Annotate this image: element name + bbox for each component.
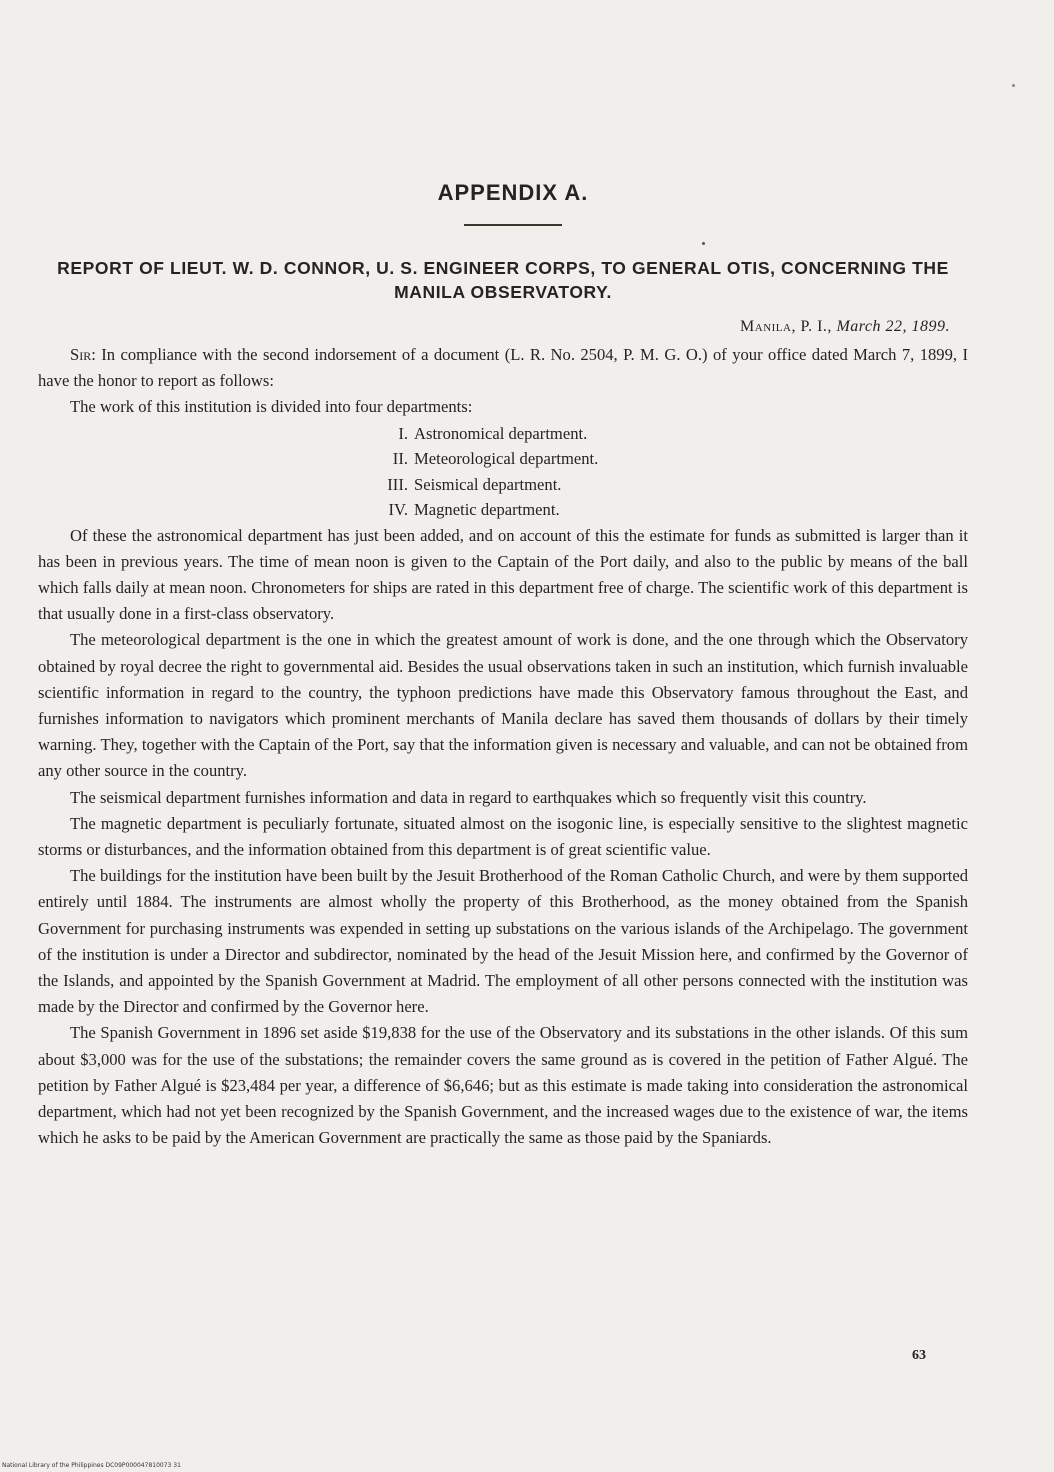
department-item	[368, 446, 968, 472]
appendix-title: APPENDIX A.	[437, 180, 589, 205]
department-item	[368, 497, 968, 523]
ink-speck	[1012, 84, 1015, 87]
seismical-paragraph: The seismical department furnishes information and data in regard to earthquakes which so frequently visit this country.	[70, 787, 867, 807]
report-heading: REPORT OF LIEUT. W. D. CONNOR, U. S. ENGINEER CORPS, TO GENERAL OTIS, CONCERNING THE MANILA OBSERVATORY.	[57, 258, 949, 302]
footer-credit: National Library of the Philippines DC09P000047810073 31	[2, 1462, 181, 1469]
dateline-place: Manila, P. I.,	[740, 318, 832, 335]
page-number: 63	[912, 1348, 926, 1363]
department-number: II.	[392, 449, 408, 469]
astronomical-paragraph: Of these the astronomical department has just been added, and on account of this the estimate for funds as submitted is larger than it has been in previous years. The time of mean noon is given to the Captain of the Port daily, and also to the public by means of the ball which falls daily at mean noon. Chronometers for ships are rated in this department free of charge. The scientific work of this department is that usually done in a first-class observatory.	[38, 525, 968, 624]
department-list	[38, 421, 968, 523]
department-label: Magnetic department.	[414, 500, 560, 520]
department-number: IV.	[388, 500, 408, 520]
title-rule	[464, 224, 562, 226]
dateline	[38, 318, 950, 336]
document-body	[38, 180, 968, 1151]
department-number: III.	[387, 474, 408, 494]
meteorological-paragraph: The meteorological department is the one in which the greatest amount of work is done, and the one through which the Observatory obtained by royal decree the right to governmental aid. Besides the usual observations taken in such an institution, which furnish invaluable scientific information in regard to the country, the typhoon predictions have made this Observatory famous throughout the East, and furnishes information to navigators which prominent merchants of Manila declare has saved them thousands of dollars by their timely warning. They, together with the Captain of the Port, say that the information given is necessary and valuable, and can not be obtained from any other source in the country.	[38, 630, 968, 781]
department-label: Meteorological department.	[414, 449, 599, 469]
opening-text: In compliance with the second indorsement of a document (L. R. No. 2504, P. M. G. O.) of your office dated March 7, 1899, I have the honor to report as follows:	[38, 345, 968, 391]
department-item	[368, 472, 968, 498]
magnetic-paragraph: The magnetic department is peculiarly fortunate, situated almost on the isogonic line, is especially sensitive to the slightest magnetic storms or disturbances, and the information obtained from this department is of great scientific value.	[38, 813, 968, 860]
dateline-date: March 22, 1899.	[836, 318, 950, 335]
salutation: Sir:	[70, 345, 96, 364]
opening-paragraph	[38, 342, 968, 394]
buildings-paragraph: The buildings for the institution have been built by the Jesuit Brotherhood of the Roman Catholic Church, and were by them supported entirely until 1884. The instruments are almost wholly the property of this Brotherhood, as the money obtained from the Spanish Government for purchasing instruments was expended in setting up substations on the various islands of the Archipelago. The government of the institution is under a Director and subdirector, nominated by the head of the Jesuit Mission here, and confirmed by the Governor of the Islands, and appointed by the Spanish Government at Madrid. The employment of all other persons connected with the institution was made by the Director and confirmed by the Governor here.	[38, 866, 968, 1017]
funding-paragraph: The Spanish Government in 1896 set aside $19,838 for the use of the Observatory and its substations in the other islands. Of this sum about $3,000 was for the use of the substations; the remainder covers the same ground as is covered in the petition of Father Algué. The petition by Father Algué is $23,484 per year, a difference of $6,646; but as this estimate is made taking into consideration the astronomical department, which had not yet been recognized by the Spanish Government, and the increased wages due to the existence of war, the items which he asks to be paid by the American Government are practically the same as those paid by the Spaniards.	[38, 1023, 968, 1148]
department-label: Seismical department.	[414, 474, 562, 494]
departments-intro: The work of this institution is divided into four departments:	[70, 397, 473, 417]
department-number: I.	[398, 423, 408, 443]
department-item	[368, 421, 968, 447]
department-label: Astronomical department.	[414, 423, 588, 443]
